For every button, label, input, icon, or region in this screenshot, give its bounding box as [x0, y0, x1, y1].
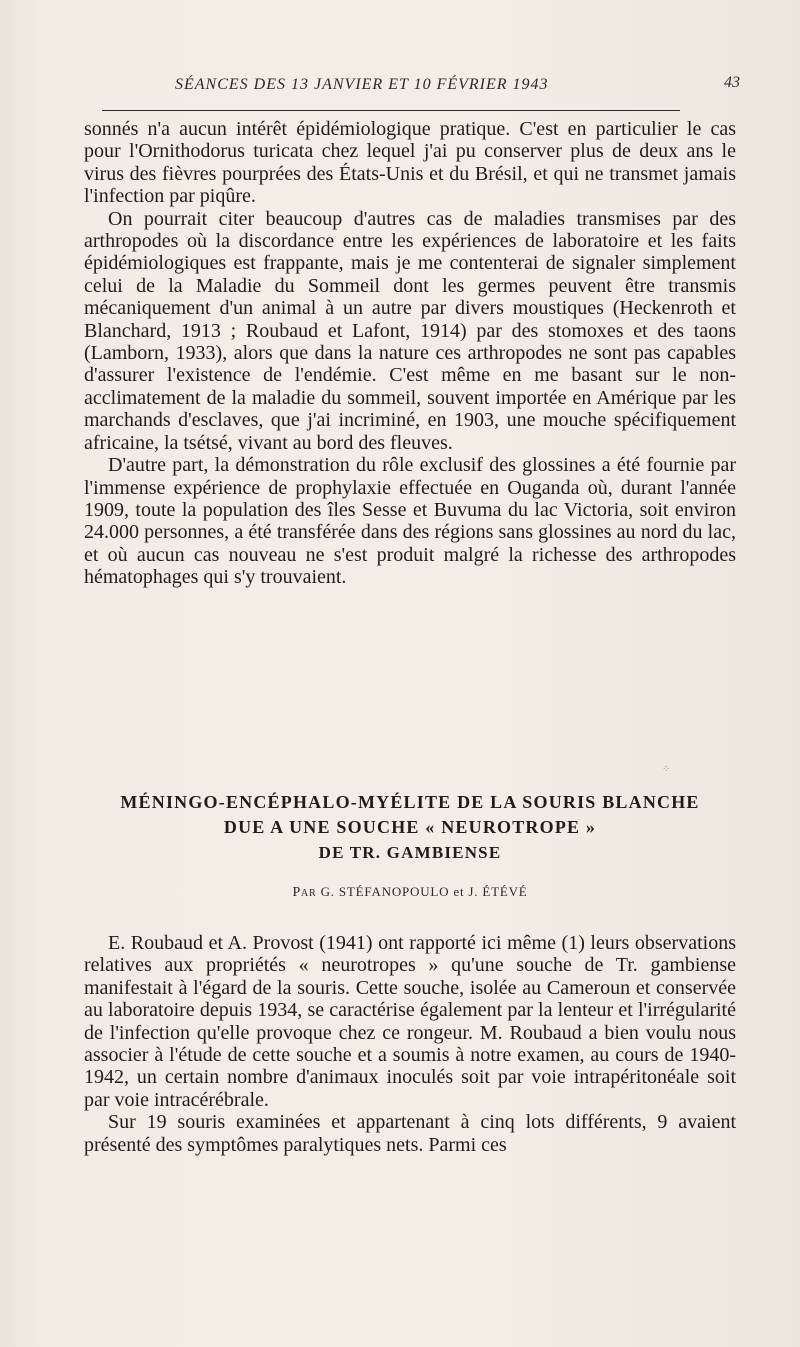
article-paragraph-1: E. Roubaud et A. Provost (1941) ont rapporté ici même (1) leurs observations relatives aux propriétés « neurotropes » qu'une souche de Tr. gambiense manifestait à l'égard de la souris. Cette souche, isolée au Cameroun et conservée au laboratoire depuis 1934, se caractérise également par la lenteur et l'irrégularité de l'infection qu'elle provoque chez ce rongeur. M. Roubaud a bien voulu nous associer à l'étude de cette souche et a soumis à notre examen, au cours de 1940-1942, un certain nombre d'animaux inoculés soit par voie intrapéritonéale soit par voie intracérébrale.	[84, 932, 736, 1111]
byline-authors: G. STÉFANOPOULO et J. ÉTÉVÉ	[320, 884, 528, 899]
article-byline	[84, 884, 736, 901]
article-title-line-1: MÉNINGO-ENCÉPHALO-MYÉLITE DE LA SOURIS BLANCHE	[120, 792, 700, 812]
page-number: 43	[724, 74, 740, 91]
running-title: SÉANCES DES 13 JANVIER ET 10 FÉVRIER 1943	[175, 76, 549, 93]
article-paragraph-2: Sur 19 souris examinées et appartenant à cinq lots différents, 9 avaient présenté des symptômes paralytiques nets. Parmi ces	[84, 1111, 736, 1156]
header-rule	[102, 110, 680, 111]
section1-paragraph-1: sonnés n'a aucun intérêt épidémiologique pratique. C'est en particulier le cas pour l'Ornithodorus turicata chez lequel j'ai pu conserver plus de deux ans le virus des fièvres pourprées des États-Unis et du Brésil, et qui ne transmet jamais l'infection par piqûre.	[84, 118, 736, 208]
section1-paragraph-2: On pourrait citer beaucoup d'autres cas de maladies transmises par des arthropodes où la discordance entre les expériences de laboratoire et les faits épidémiologiques est frappante, mais je me contenterai de signaler simplement celui de la Maladie du Sommeil dont les germes peuvent être transmis mécaniquement d'un animal à un autre par divers moustiques (Heckenroth et Blanchard, 1913 ; Roubaud et Lafont, 1914) par des stomoxes et des taons (Lamborn, 1933), alors que dans la nature ces arthropodes ne sont pas capables d'assurer l'existence de l'endémie. C'est même en me basant sur le non-acclimatement de la maladie du sommeil, souvent importée en Amérique par les marchands d'esclaves, que j'ai incriminé, en 1903, une mouche spécifiquement africaine, la tsétsé, vivant au bord des fleuves.	[84, 207, 736, 454]
article-title-line-2: DUE A UNE SOUCHE « NEUROTROPE »	[223, 817, 597, 837]
article-body	[84, 932, 736, 1156]
scan-speck: ⁘	[662, 764, 671, 775]
article-title-line-3: DE TR. GAMBIENSE	[318, 843, 502, 862]
section1-paragraph-3: D'autre part, la démonstration du rôle exclusif des glossines a été fournie par l'immense expérience de prophylaxie effectuée en Ouganda où, durant l'année 1909, toute la population des îles Sesse et Buvuma du lac Victoria, soit environ 24.000 personnes, a été transférée dans des régions sans glossines au nord du lac, et où aucun cas nouveau ne s'est produit malgré la richesse des arthropodes hématophages qui s'y trouvaient.	[84, 454, 736, 589]
running-header	[80, 76, 740, 106]
article-title	[84, 790, 736, 865]
byline-par: Par	[292, 885, 317, 900]
section1-body	[84, 118, 736, 589]
